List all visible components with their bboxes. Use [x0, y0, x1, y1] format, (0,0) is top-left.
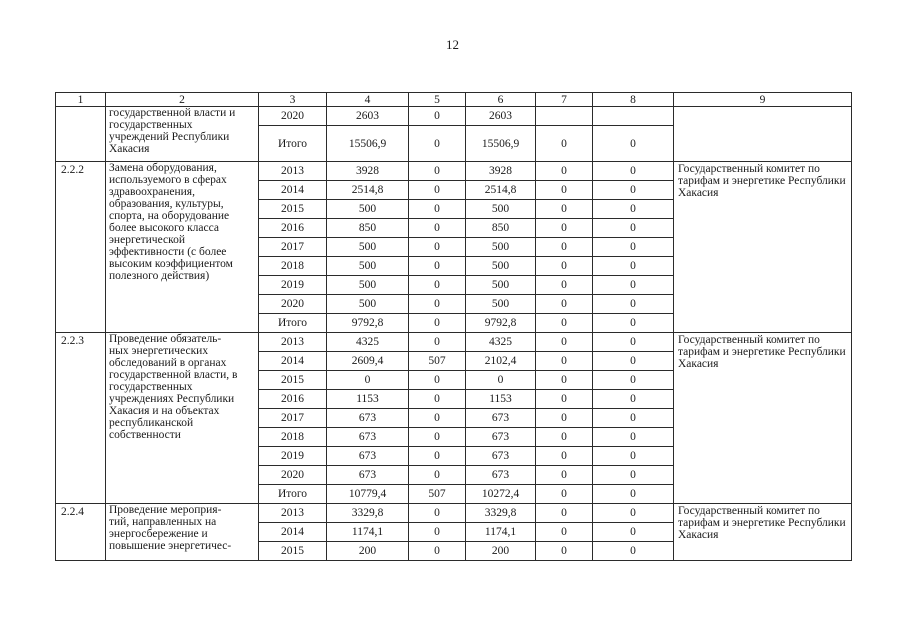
amount-cell: 3928: [327, 162, 409, 181]
amount-cell: [536, 107, 593, 126]
amount-cell: 500: [466, 295, 536, 314]
amount-cell: 0: [409, 504, 466, 523]
measure-index: 2.2.3: [56, 333, 106, 504]
amount-cell: 2603: [327, 107, 409, 126]
amount-cell: 3329,8: [466, 504, 536, 523]
amount-cell: 4325: [327, 333, 409, 352]
amount-cell: 0: [409, 162, 466, 181]
amount-cell: 0: [536, 504, 593, 523]
amount-cell: 0: [593, 485, 674, 504]
measure-index: 2.2.4: [56, 504, 106, 561]
amount-cell: 0: [536, 314, 593, 333]
amount-cell: 0: [593, 352, 674, 371]
amount-cell: 0: [536, 542, 593, 561]
amount-cell: 0: [409, 257, 466, 276]
amount-cell: 673: [466, 409, 536, 428]
amount-cell: 0: [593, 523, 674, 542]
amount-cell: 1153: [327, 390, 409, 409]
amount-cell: 673: [327, 409, 409, 428]
year-cell: 2020: [259, 466, 327, 485]
amount-cell: 673: [327, 428, 409, 447]
amount-cell: 0: [593, 162, 674, 181]
amount-cell: 0: [536, 200, 593, 219]
amount-cell: 0: [536, 295, 593, 314]
amount-cell: 500: [466, 238, 536, 257]
year-cell: 2019: [259, 276, 327, 295]
amount-cell: 0: [409, 295, 466, 314]
amount-cell: 850: [466, 219, 536, 238]
column-number-row: [56, 93, 852, 107]
year-cell: Итого: [259, 485, 327, 504]
amount-cell: 0: [466, 371, 536, 390]
table-row: [56, 107, 852, 126]
amount-cell: 200: [327, 542, 409, 561]
amount-cell: 0: [409, 390, 466, 409]
amount-cell: 0: [409, 371, 466, 390]
year-cell: 2020: [259, 107, 327, 126]
column-number-cell: 4: [327, 93, 409, 107]
amount-cell: 0: [536, 428, 593, 447]
year-cell: 2016: [259, 390, 327, 409]
amount-cell: 0: [409, 333, 466, 352]
amount-cell: 15506,9: [327, 126, 409, 162]
amount-cell: 0: [593, 371, 674, 390]
amount-cell: 673: [466, 466, 536, 485]
amount-cell: 0: [593, 428, 674, 447]
column-number-cell: 1: [56, 93, 106, 107]
amount-cell: 0: [536, 126, 593, 162]
amount-cell: 10779,4: [327, 485, 409, 504]
page-number: 12: [446, 37, 459, 52]
amount-cell: 0: [409, 466, 466, 485]
amount-cell: 500: [327, 257, 409, 276]
amount-cell: 15506,9: [466, 126, 536, 162]
amount-cell: 9792,8: [327, 314, 409, 333]
amount-cell: 0: [536, 238, 593, 257]
amount-cell: 0: [593, 466, 674, 485]
year-cell: 2014: [259, 181, 327, 200]
amount-cell: 3928: [466, 162, 536, 181]
year-cell: 2013: [259, 504, 327, 523]
program-budget-table: [55, 92, 852, 561]
table-row: [56, 504, 852, 523]
year-cell: 2015: [259, 542, 327, 561]
amount-cell: 0: [593, 447, 674, 466]
amount-cell: 0: [593, 126, 674, 162]
amount-cell: 2603: [466, 107, 536, 126]
amount-cell: 0: [593, 333, 674, 352]
amount-cell: 0: [536, 219, 593, 238]
amount-cell: 1174,1: [466, 523, 536, 542]
amount-cell: 0: [409, 447, 466, 466]
amount-cell: 0: [536, 257, 593, 276]
table-row: [56, 333, 852, 352]
amount-cell: 0: [593, 181, 674, 200]
amount-cell: 0: [593, 276, 674, 295]
year-cell: 2016: [259, 219, 327, 238]
amount-cell: 673: [327, 466, 409, 485]
measure-description: Проведение обязатель- ных энергетических обследований в органах государственной власти, в государственных учреждениях Республики Хакасия и на объектах республиканской собственности: [106, 333, 259, 504]
amount-cell: 0: [409, 276, 466, 295]
amount-cell: 0: [536, 447, 593, 466]
amount-cell: 0: [409, 238, 466, 257]
amount-cell: 3329,8: [327, 504, 409, 523]
measure-description: государственной власти и государственных учреждений Республики Хакасия: [106, 107, 259, 162]
amount-cell: 2514,8: [327, 181, 409, 200]
amount-cell: 0: [593, 314, 674, 333]
amount-cell: 0: [536, 409, 593, 428]
column-number-cell: 6: [466, 93, 536, 107]
amount-cell: 0: [409, 126, 466, 162]
amount-cell: 0: [327, 371, 409, 390]
amount-cell: 0: [536, 333, 593, 352]
year-cell: 2015: [259, 200, 327, 219]
amount-cell: 0: [593, 295, 674, 314]
amount-cell: 0: [409, 200, 466, 219]
year-cell: 2018: [259, 428, 327, 447]
amount-cell: 500: [327, 238, 409, 257]
year-cell: Итого: [259, 314, 327, 333]
measure-description: Замена оборудования, используемого в сферах здравоохранения, образования, культуры, спорта, на оборудование более высокого класса энергетической эффективности (с более высоким коэффициентом полезного действия): [106, 162, 259, 333]
amount-cell: 0: [536, 162, 593, 181]
amount-cell: 1174,1: [327, 523, 409, 542]
amount-cell: 2102,4: [466, 352, 536, 371]
amount-cell: 850: [327, 219, 409, 238]
year-cell: 2018: [259, 257, 327, 276]
amount-cell: 507: [409, 352, 466, 371]
year-cell: 2019: [259, 447, 327, 466]
amount-cell: 0: [593, 257, 674, 276]
column-number-cell: 7: [536, 93, 593, 107]
amount-cell: 0: [536, 466, 593, 485]
column-number-cell: 5: [409, 93, 466, 107]
amount-cell: 0: [593, 390, 674, 409]
column-number-cell: 3: [259, 93, 327, 107]
column-number-cell: 9: [674, 93, 852, 107]
year-cell: Итого: [259, 126, 327, 162]
amount-cell: 0: [593, 542, 674, 561]
amount-cell: 500: [327, 276, 409, 295]
amount-cell: 10272,4: [466, 485, 536, 504]
amount-cell: 0: [536, 390, 593, 409]
amount-cell: 0: [593, 219, 674, 238]
measure-index: 2.2.2: [56, 162, 106, 333]
column-number-cell: 2: [106, 93, 259, 107]
amount-cell: 0: [536, 485, 593, 504]
column-number-cell: 8: [593, 93, 674, 107]
amount-cell: 0: [409, 542, 466, 561]
amount-cell: 0: [593, 409, 674, 428]
executor-cell: Государственный комитет по тарифам и энергетике Республики Хакасия: [674, 504, 852, 561]
amount-cell: 673: [466, 447, 536, 466]
measure-description: Проведение мероприя- тий, направленных на энергосбережение и повышение энергетичес-: [106, 504, 259, 561]
amount-cell: 0: [593, 504, 674, 523]
year-cell: 2014: [259, 352, 327, 371]
amount-cell: 673: [327, 447, 409, 466]
amount-cell: 0: [536, 371, 593, 390]
year-cell: 2013: [259, 162, 327, 181]
amount-cell: 0: [409, 428, 466, 447]
amount-cell: 500: [466, 276, 536, 295]
executor-cell-empty: [674, 107, 852, 162]
amount-cell: 0: [536, 181, 593, 200]
amount-cell: 0: [409, 181, 466, 200]
amount-cell: 0: [593, 238, 674, 257]
amount-cell: 2514,8: [466, 181, 536, 200]
executor-cell: Государственный комитет по тарифам и энергетике Республики Хакасия: [674, 162, 852, 333]
amount-cell: 9792,8: [466, 314, 536, 333]
amount-cell: 0: [536, 523, 593, 542]
amount-cell: 500: [466, 257, 536, 276]
amount-cell: 0: [409, 409, 466, 428]
year-cell: 2014: [259, 523, 327, 542]
executor-cell: Государственный комитет по тарифам и энергетике Республики Хакасия: [674, 333, 852, 504]
year-cell: 2017: [259, 409, 327, 428]
year-cell: 2013: [259, 333, 327, 352]
year-cell: 2015: [259, 371, 327, 390]
table-row: [56, 162, 852, 181]
amount-cell: 507: [409, 485, 466, 504]
amount-cell: 0: [409, 314, 466, 333]
amount-cell: 0: [536, 276, 593, 295]
amount-cell: 200: [466, 542, 536, 561]
amount-cell: 500: [327, 295, 409, 314]
amount-cell: 0: [409, 107, 466, 126]
amount-cell: [593, 107, 674, 126]
amount-cell: 0: [409, 219, 466, 238]
amount-cell: 0: [409, 523, 466, 542]
year-cell: 2020: [259, 295, 327, 314]
amount-cell: 0: [593, 200, 674, 219]
amount-cell: 0: [536, 352, 593, 371]
amount-cell: 1153: [466, 390, 536, 409]
amount-cell: 2609,4: [327, 352, 409, 371]
index-cell-empty: [56, 107, 106, 162]
amount-cell: 4325: [466, 333, 536, 352]
amount-cell: 500: [327, 200, 409, 219]
amount-cell: 673: [466, 428, 536, 447]
year-cell: 2017: [259, 238, 327, 257]
amount-cell: 500: [466, 200, 536, 219]
